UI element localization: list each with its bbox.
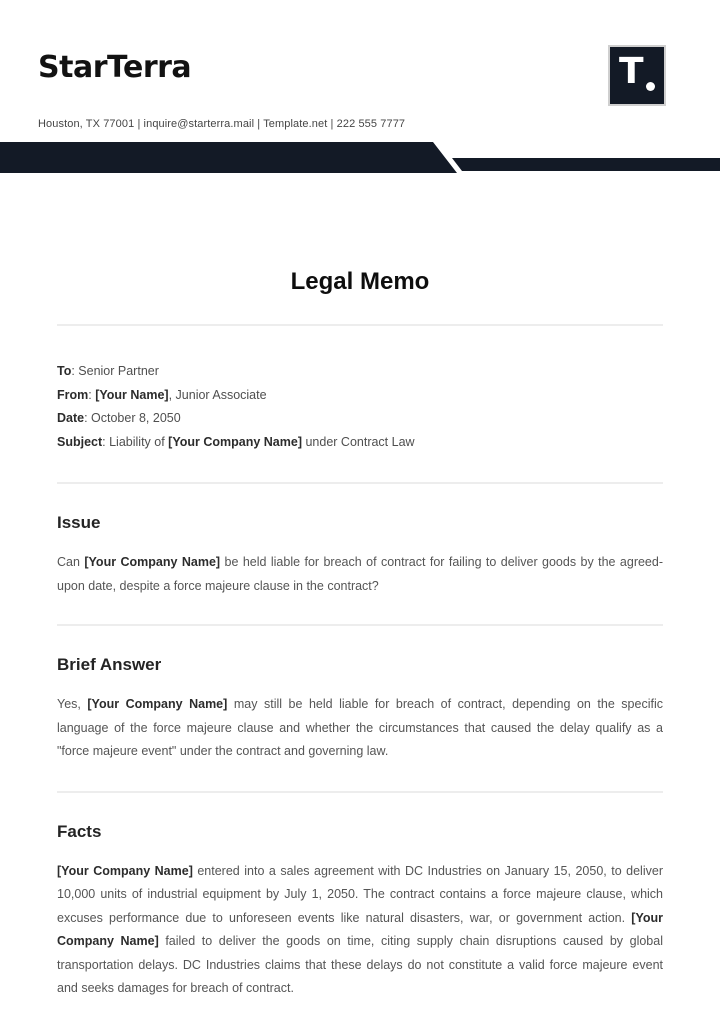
memo-meta-line-subject: Subject: Liability of [Your Company Name] under Contract Law (57, 434, 415, 449)
logo-dot-icon (646, 82, 655, 91)
brand-wordmark: StarTerra (38, 50, 192, 85)
divider (57, 324, 663, 326)
divider (57, 482, 663, 484)
section-facts (57, 820, 663, 1001)
logo-letter: T (619, 51, 644, 92)
memo-meta-line-to: To: Senior Partner (57, 364, 159, 378)
letterhead (0, 0, 720, 185)
memo-body (57, 267, 663, 1001)
section-paragraph: Yes, [Your Company Name] may still be held liable for breach of contract, depending on the specific language of the force majeure clause and whether the circumstances that caused the delay qualify as a "force majeure event" under the contract and governing law. (57, 697, 663, 758)
section-heading: Brief Answer (57, 655, 162, 674)
divider (57, 791, 663, 793)
section-paragraph: [Your Company Name] entered into a sales agreement with DC Industries on January 15, 2050, to deliver 10,000 units of industrial equipment by July 1, 2050. The contract contains a force majeure clause, which excuses performance due to unforeseen events like natural disasters, war, or government action. [Your Company Name] failed to deliver the goods on time, citing supply chain disruptions caused by global transportation delays. DC Industries claims that these delays do not constitute a valid force majeure event and seeks damages for breach of contract. (57, 863, 663, 995)
header-band-thick (0, 142, 457, 173)
section-issue (57, 511, 663, 598)
page-title: Legal Memo (290, 268, 430, 295)
memo-meta-line-from: From: [Your Name], Junior Associate (57, 387, 267, 402)
brand-logo (608, 45, 666, 106)
section-paragraph: Can [Your Company Name] be held liable for breach of contract for failing to deliver goods by the agreed-upon date, despite a force majeure clause in the contract? (57, 555, 664, 593)
divider (57, 624, 663, 626)
contact-line: Houston, TX 77001 | inquire@starterra.mail | Template.net | 222 555 7777 (38, 118, 406, 130)
memo-meta-block (57, 360, 663, 454)
memo-meta-line-date: Date: October 8, 2050 (57, 411, 181, 425)
section-brief-answer (57, 653, 663, 764)
section-heading: Facts (57, 821, 102, 841)
header-band-thin (452, 158, 720, 171)
section-heading: Issue (57, 513, 101, 532)
